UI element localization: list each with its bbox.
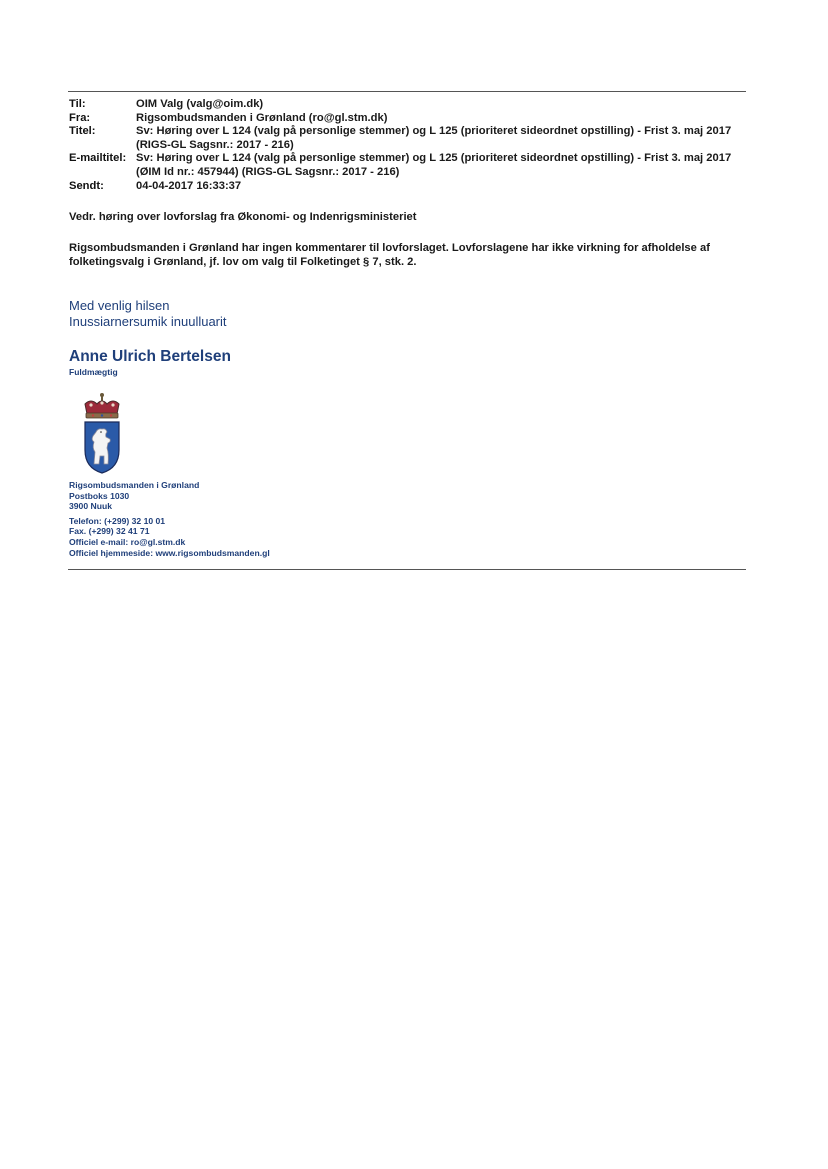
greeting-line2: Inussiarnersumik inuulluarit: [69, 313, 227, 329]
to-label: Til:: [69, 98, 86, 110]
crown-icon: [85, 393, 119, 418]
org-name: Rigsombudsmanden i Grønland: [69, 480, 200, 490]
address-line2: 3900 Nuuk: [69, 501, 112, 512]
to-value: OIM Valg (valg@oim.dk): [136, 98, 264, 110]
email-title-row: [69, 152, 749, 179]
phone: Telefon: (+299) 32 10 01: [69, 515, 166, 526]
sent-row: [69, 180, 749, 194]
organization-details: [69, 480, 270, 558]
subject-line: Vedr. høring over lovforslag fra Økonomi- og Indenrigsministeriet: [69, 211, 417, 223]
header-divider-top: [68, 91, 746, 92]
email-title-label: E-mailtitel:: [69, 152, 127, 165]
fax: Fax. (+299) 32 41 71: [69, 526, 150, 537]
greenland-crest-icon: [81, 392, 123, 474]
title-value-line1: Sv: Høring over L 124 (valg på personlige stemmer) og L 125 (prioriteret sideordnet opstilling) - Frist 3. maj 2017: [136, 125, 732, 138]
email-header: [69, 98, 749, 193]
from-row: [69, 112, 749, 126]
email-title-value-line2: (ØIM Id nr.: 457944) (RIGS-GL Sagsnr.: 2017 - 216): [136, 165, 400, 178]
email-title-value: [136, 152, 749, 179]
signer-title: Fuldmægtig: [69, 367, 118, 377]
title-value-line2: (RIGS-GL Sagsnr.: 2017 - 216): [136, 138, 294, 151]
official-website: Officiel hjemmeside: www.rigsombudsmanden.gl: [69, 547, 270, 558]
footer-divider: [68, 569, 746, 570]
closing-greeting: [69, 298, 227, 329]
sent-label: Sendt:: [69, 179, 104, 192]
body-paragraph: [69, 242, 749, 270]
from-value: Rigsombudsmanden i Grønland (ro@gl.stm.dk): [136, 111, 388, 124]
to-row: [69, 98, 749, 112]
title-value: [136, 125, 749, 152]
title-label: Titel:: [69, 125, 96, 138]
signer-name: Anne Ulrich Bertelsen: [69, 348, 231, 365]
from-label: Fra:: [69, 111, 91, 124]
email-title-value-line1: Sv: Høring over L 124 (valg på personlige stemmer) og L 125 (prioriteret sideordnet opstilling) - Frist 3. maj 2017: [136, 152, 732, 165]
body-paragraph-line1: Rigsombudsmanden i Grønland har ingen kommentarer til lovforslaget. Lovforslagene har ikke virkning for afholdelse af: [69, 242, 710, 254]
body-paragraph-line2: folketingsvalg i Grønland, jf. lov om valg til Folketinget § 7, stk. 2.: [69, 255, 417, 268]
address-line1: Postboks 1030: [69, 490, 130, 501]
official-email: Officiel e-mail: ro@gl.stm.dk: [69, 536, 186, 547]
greeting-line1: Med venlig hilsen: [69, 298, 170, 313]
title-row: [69, 125, 749, 152]
sent-value: 04-04-2017 16:33:37: [136, 179, 242, 192]
